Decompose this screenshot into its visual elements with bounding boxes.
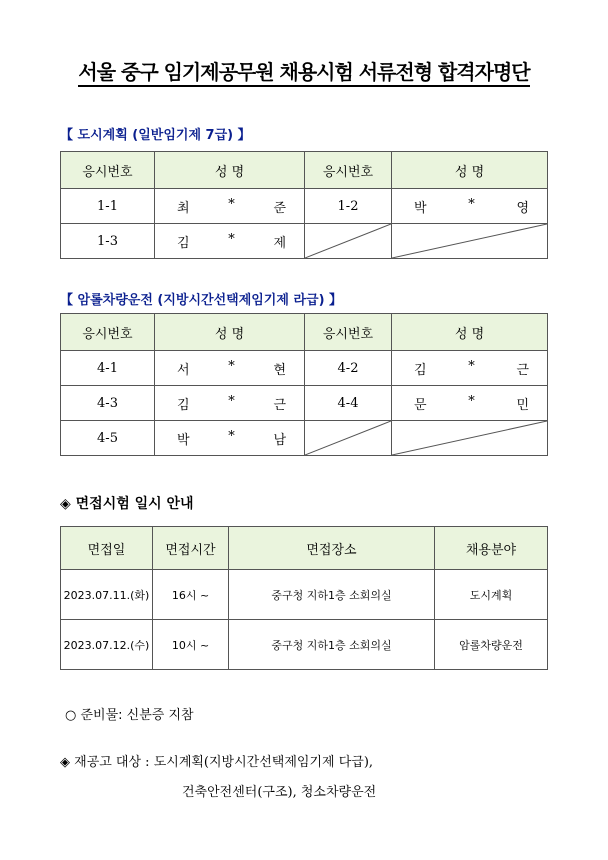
preparation-note: ○ 준비물: 신분증 지참 — [65, 708, 194, 723]
col-header-name: 성 명 — [155, 152, 305, 189]
schedule-heading: ◈ 면접시험 일시 안내 — [60, 496, 194, 512]
interview-schedule-table — [60, 526, 548, 670]
page-title: 서울 중구 임기제공무원 채용시험 서류전형 합격자명단 — [0, 56, 608, 85]
results-table-urban-planning — [60, 151, 548, 259]
exam-number: 4-4 — [305, 386, 392, 421]
interview-place: 중구청 지하1층 소회의실 — [229, 570, 435, 620]
section-heading-arm-roll-driver: 【 암롤차량운전 (지방시간선택제임기제 라급) 】 — [60, 293, 343, 308]
table-row — [61, 620, 548, 670]
repost-note-continued: 건축안전센터(구조), 청소차량운전 — [182, 785, 377, 800]
col-header-name: 성 명 — [392, 152, 548, 189]
exam-number: 1-1 — [61, 189, 155, 224]
table-row — [61, 570, 548, 620]
recruitment-field: 암롤차량운전 — [435, 620, 548, 670]
exam-number: 4-1 — [61, 351, 155, 386]
recruitment-field: 도시계획 — [435, 570, 548, 620]
exam-number: 1-3 — [61, 224, 155, 259]
col-header-exam-no: 응시번호 — [305, 314, 392, 351]
col-header-exam-no: 응시번호 — [61, 152, 155, 189]
empty-cell — [392, 421, 548, 456]
applicant-name: 김 * 근 — [155, 386, 305, 421]
col-header-exam-no: 응시번호 — [305, 152, 392, 189]
table-header-row — [61, 314, 548, 351]
applicant-name: 김 * 제 — [155, 224, 305, 259]
table-row — [61, 421, 548, 456]
col-header-field: 채용분야 — [435, 527, 548, 570]
table-header-row — [61, 152, 548, 189]
interview-place: 중구청 지하1층 소회의실 — [229, 620, 435, 670]
exam-number: 4-5 — [61, 421, 155, 456]
table-header-row — [61, 527, 548, 570]
empty-cell — [305, 224, 392, 259]
interview-time: 16시 ~ — [153, 570, 229, 620]
exam-number: 1-2 — [305, 189, 392, 224]
results-table-arm-roll-driver — [60, 313, 548, 456]
interview-date: 2023.07.12.(수) — [61, 620, 153, 670]
applicant-name: 서 * 현 — [155, 351, 305, 386]
empty-cell — [392, 224, 548, 259]
col-header-interview-place: 면접장소 — [229, 527, 435, 570]
table-row — [61, 224, 548, 259]
col-header-name: 성 명 — [392, 314, 548, 351]
applicant-name: 박 * 남 — [155, 421, 305, 456]
applicant-name: 최 * 준 — [155, 189, 305, 224]
interview-date: 2023.07.11.(화) — [61, 570, 153, 620]
table-row — [61, 351, 548, 386]
applicant-name: 김 * 근 — [392, 351, 548, 386]
applicant-name: 문 * 민 — [392, 386, 548, 421]
table-row — [61, 189, 548, 224]
empty-cell — [305, 421, 392, 456]
interview-time: 10시 ~ — [153, 620, 229, 670]
table-row — [61, 386, 548, 421]
col-header-interview-date: 면접일 — [61, 527, 153, 570]
col-header-interview-time: 면접시간 — [153, 527, 229, 570]
exam-number: 4-3 — [61, 386, 155, 421]
repost-note: ◈ 재공고 대상 : 도시계획(지방시간선택제임기제 다급), — [60, 755, 374, 770]
col-header-exam-no: 응시번호 — [61, 314, 155, 351]
applicant-name: 박 * 영 — [392, 189, 548, 224]
col-header-name: 성 명 — [155, 314, 305, 351]
exam-number: 4-2 — [305, 351, 392, 386]
section-heading-urban-planning: 【 도시계획 (일반임기제 7급) 】 — [60, 128, 251, 143]
